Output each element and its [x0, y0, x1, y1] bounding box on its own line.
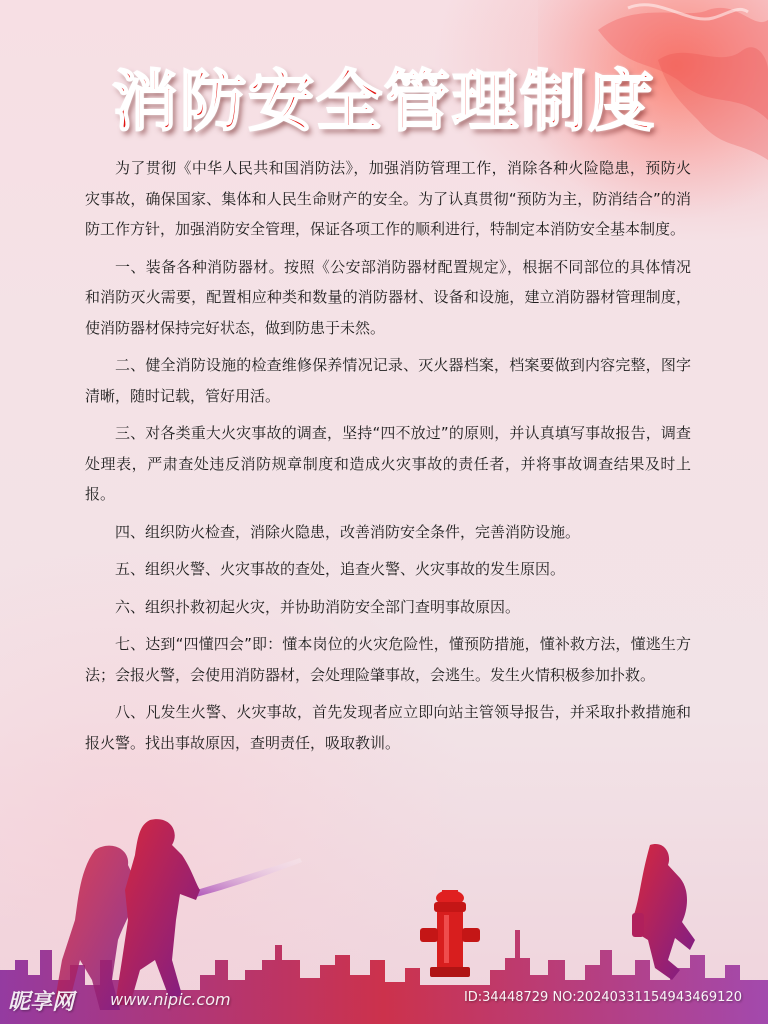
page-title: 消防安全管理制度 — [112, 63, 656, 140]
water-spray — [190, 858, 302, 898]
clause-1: 一、装备各种消防器材。按照《公安部消防器材配置规定》，根据不同部位的具体情况和消防灭火需要，配置相应种类和数量的消防器材、设备和设施，建立消防器材管理制度，使消防器材保持完好状态，做到防患于未然。 — [85, 257, 691, 337]
firefighter-running-icon — [632, 844, 695, 980]
clause-3: 三、对各类重大火灾事故的调查，坚持“四不放过”的原则，并认真填写事故报告，调查处理表，严肃查处违反消防规章制度和造成火灾事故的责任者，并将事故调查结果及时上报。 — [85, 424, 691, 503]
clause-6: 六、组织扑救初起火灾，并协助消防安全部门查明事故原因。 — [115, 597, 521, 616]
fire-hydrant-icon — [420, 890, 480, 977]
watermark-id: ID:34448729 NO:20240331154943469120 — [463, 990, 742, 1005]
clause-2: 二、健全消防设施的检查维修保养情况记录、灭火器档案，档案要做到内容完整，图字清晰，随时记载，管好用活。 — [85, 356, 691, 405]
watermark-url: www.nipic.com — [110, 990, 231, 1009]
clause-5: 五、组织火警、火灾事故的查处，追查火警、火灾事故的发生原因。 — [115, 560, 566, 578]
extinguisher-icon — [632, 913, 644, 937]
firefighter-front-icon — [115, 819, 200, 1005]
clause-7: 七、达到“四懂四会”即：懂本岗位的火灾危险性，懂预防措施，懂补救方法，懂逃生方法；会报火警，会使用消防器材，会处理险肇事故，会逃生。发生火情积极参加扑救。 — [85, 635, 691, 684]
watermark-logo: 昵享网 — [8, 990, 75, 1015]
regulation-body — [85, 153, 691, 765]
intro-paragraph: 为了贯彻《中华人民共和国消防法》，加强消防管理工作，消除各种火险隐患，预防火灾事故，确保国家、集体和人民生命财产的安全。为了认真贯彻“预防为主，防消结合”的消防工作方针，加强消防安全管理，保证各项工作的顺利进行，特制定本消防安全基本制度。 — [85, 159, 691, 238]
clause-8: 八、凡发生火警、火灾事故，首先发现者应立即向站主管领导报告，并采取扑救措施和报火警。找出事故原因，查明责任，吸取教训。 — [85, 703, 691, 752]
clause-4: 四、组织防火检查，消除火隐患，改善消防安全条件，完善消防设施。 — [115, 522, 581, 541]
